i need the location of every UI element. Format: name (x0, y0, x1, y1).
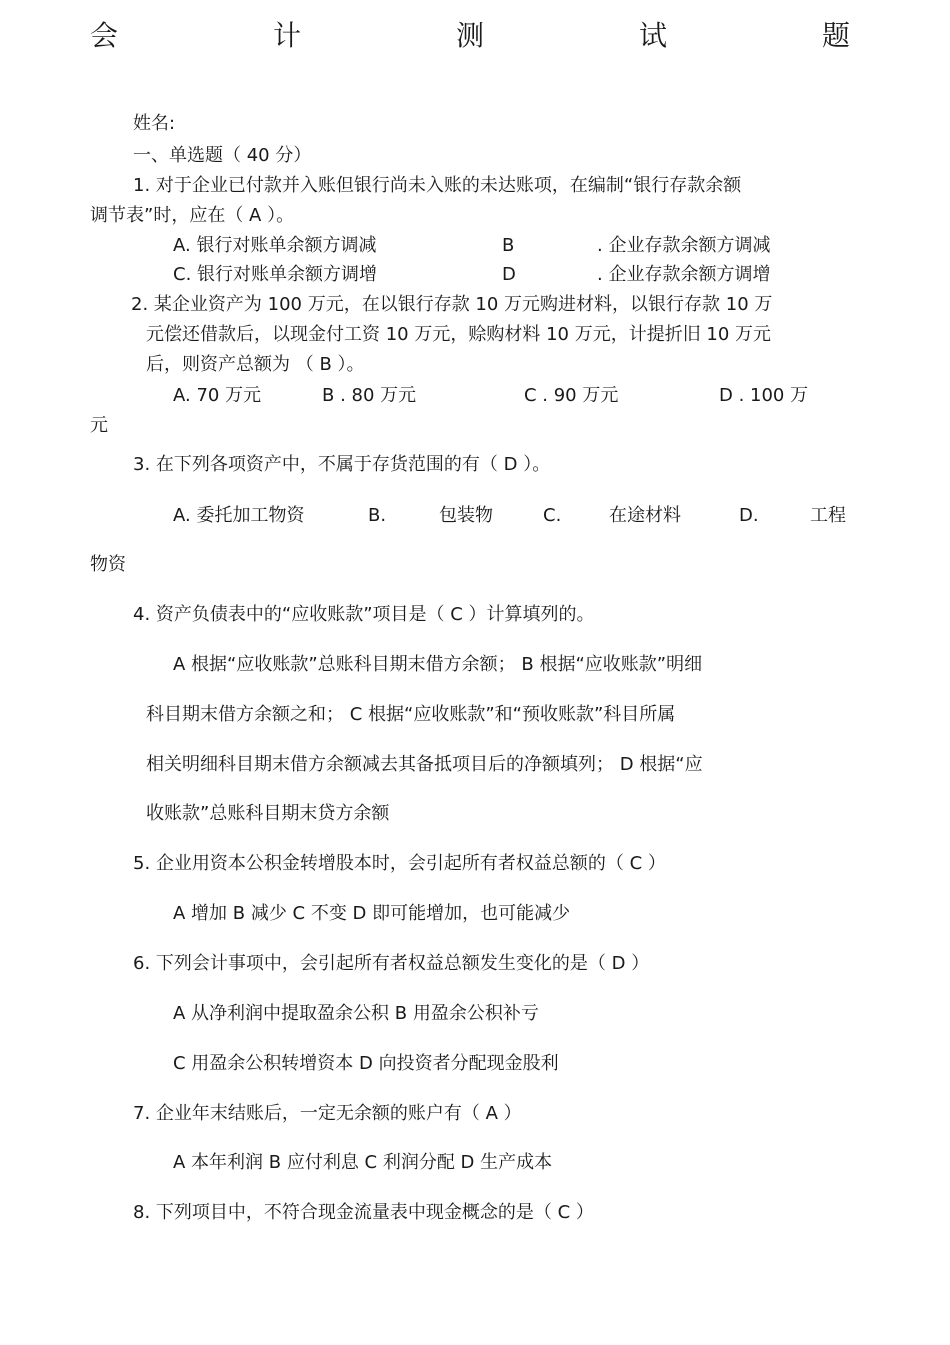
q1-option-d: . 企业存款余额方调增 (597, 264, 771, 285)
q1-option-a: A. 银行对账单余额方调减 (173, 235, 377, 256)
q2-option-a: A. 70 万元 (173, 385, 262, 406)
q2-line1: 2. 某企业资产为 100 万元，在以银行存款 10 万元购进材料，以银行存款 10 万 (131, 294, 773, 315)
q7-stem: 7. 企业年末结账后，一定无余额的账户有（ A ） (133, 1103, 522, 1124)
title-char: 测 (455, 19, 484, 52)
title-char: 试 (638, 19, 667, 52)
q5-options: A 增加 B 减少 C 不变 D 即可能增加，也可能减少 (173, 903, 571, 924)
q1-option-c: C. 银行对账单余额方调增 (173, 264, 378, 285)
q4-options-line4: 收账款”总账科目期末贷方余额 (146, 803, 390, 824)
q3-option-b-key: B. (368, 505, 387, 526)
section-title: 一、单选题（ 40 分） (133, 145, 312, 166)
q4-options-line1: A 根据“应收账款”总账科目期末借方余额； B 根据“应收账款”明细 (173, 654, 703, 675)
q3-wrap: 物资 (90, 554, 126, 575)
q2-option-d: D . 100 万 (719, 385, 809, 406)
q3-stem: 3. 在下列各项资产中，不属于存货范围的有（ D ）。 (133, 454, 551, 475)
q2-wrap: 元 (90, 415, 108, 436)
q3-option-d-key: D. (739, 505, 759, 526)
q3-option-c: 在途材料 (609, 505, 681, 526)
q8-stem: 8. 下列项目中，不符合现金流量表中现金概念的是（ C ） (133, 1202, 594, 1223)
q3-option-d: 工程 (810, 505, 846, 526)
q2-line2: 元偿还借款后，以现金付工资 10 万元，赊购材料 10 万元，计提折旧 10 万元 (146, 324, 772, 345)
q1-line1: 1. 对于企业已付款并入账但银行尚未入账的未达账项，在编制“银行存款余额 (133, 175, 742, 196)
q2-line3: 后，则资产总额为 （ B ）。 (146, 354, 365, 375)
q3-option-b: 包装物 (439, 505, 493, 526)
title-char: 会 (90, 19, 119, 52)
q6-options-line2: C 用盈余公积转增资本 D 向投资者分配现金股利 (173, 1053, 559, 1074)
q6-stem: 6. 下列会计事项中，会引起所有者权益总额发生变化的是（ D ） (133, 953, 650, 974)
q1-option-d-key: D (502, 264, 516, 285)
title-char: 题 (821, 19, 850, 52)
q4-options-line3: 相关明细科目期末借方余额减去其备抵项目后的净额填列； D 根据“应 (146, 754, 703, 775)
title-char: 计 (272, 19, 301, 52)
q6-options-line1: A 从净利润中提取盈余公积 B 用盈余公积补亏 (173, 1003, 539, 1024)
q1-option-b: . 企业存款余额方调减 (597, 235, 771, 256)
q7-options: A 本年利润 B 应付利息 C 利润分配 D 生产成本 (173, 1152, 553, 1173)
q3-option-a: A. 委托加工物资 (173, 505, 305, 526)
q4-options-line2: 科目期末借方余额之和； C 根据“应收账款”和“预收账款”科目所属 (146, 704, 676, 725)
q2-option-c: C . 90 万元 (524, 385, 619, 406)
q1-line2: 调节表”时，应在（ A ）。 (90, 205, 295, 226)
q1-option-b-key: B (502, 235, 515, 256)
page-title (90, 19, 850, 56)
name-label: 姓名: (133, 113, 176, 134)
q3-option-c-key: C. (543, 505, 562, 526)
q2-option-b: B . 80 万元 (322, 385, 417, 406)
q4-stem: 4. 资产负债表中的“应收账款”项目是（ C ）计算填列的。 (133, 604, 595, 625)
q5-stem: 5. 企业用资本公积金转增股本时，会引起所有者权益总额的（ C ） (133, 853, 666, 874)
